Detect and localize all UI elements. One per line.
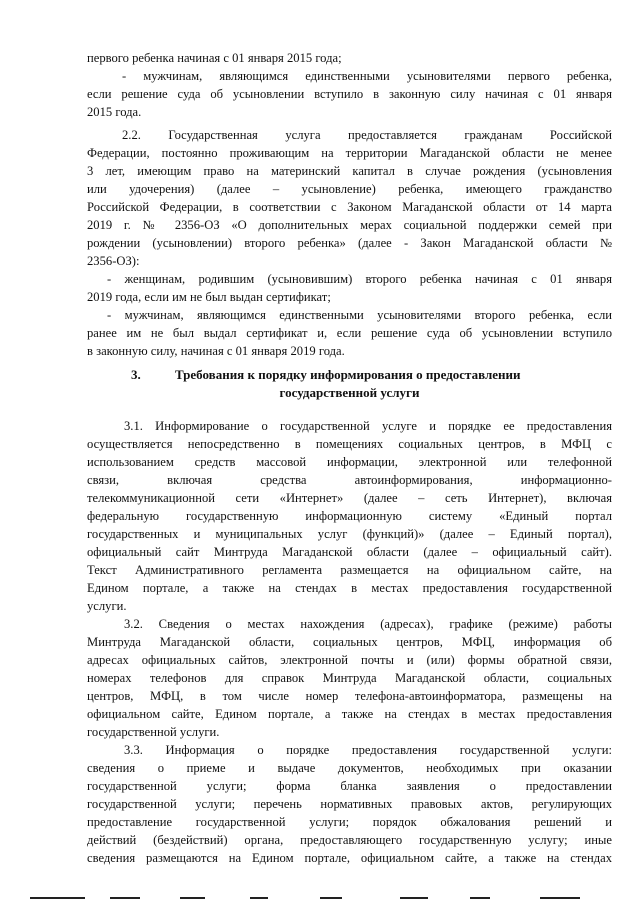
text-line: официальном сайте, Едином портале, а также на стендах в местах предоставления bbox=[87, 707, 612, 721]
text-line: 3 лет, имеющим право на материнский капитал в случае рождения (усыновления bbox=[87, 164, 612, 178]
text-line: или удочерения) (далее – усыновление) ребенка, имеющего гражданство bbox=[87, 182, 612, 196]
text-line: осуществляется непосредственно в помещениях социальных центров, в МФЦ с bbox=[87, 437, 612, 451]
text-line: если решение суда об усыновлении вступило в законную силу начиная с 01 января bbox=[87, 87, 612, 101]
text-line: государственной услуги; перечень нормативных правовых актов, регулирующих bbox=[87, 797, 612, 811]
text-line: использованием средств массовой информации, электронной или телефонной bbox=[87, 455, 612, 469]
section-title-continued: государственной услуги bbox=[279, 385, 420, 400]
text-line: Текст Административного регламента размещается на официальном сайте, на bbox=[87, 563, 612, 577]
text-line: 2019 года, если им не был выдан сертификат; bbox=[87, 290, 331, 304]
text-line: 3.2. Сведения о местах нахождения (адресах), графике (режиме) работы bbox=[124, 617, 612, 631]
text-line: государственной услуги. bbox=[87, 725, 220, 739]
text-line: рождении (усыновлении) второго ребенка» (далее - Закон Магаданской области № bbox=[87, 236, 612, 250]
scan-edge-marks bbox=[20, 893, 620, 899]
text-line: предоставление государственной услуги; порядок обжалования решений и bbox=[87, 815, 612, 829]
text-line: сведения о приеме и выдаче документов, необходимых при оказании bbox=[87, 761, 612, 775]
text-line: связи, включая средства автоинформирования, информационно- bbox=[87, 473, 612, 487]
text-line: телекоммуникационной сети «Интернет» (далее – сеть Интернет), включая bbox=[87, 491, 612, 505]
text-line: номерах телефонов для справок Минтруда Магаданской области, социальных bbox=[87, 671, 612, 685]
section-title: Требования к порядку информирования о предоставлении bbox=[175, 367, 521, 382]
text-line: 2356-ОЗ): bbox=[87, 254, 140, 268]
text-line: федеральную государственную информационную систему «Единый портал bbox=[87, 509, 612, 523]
text-line: ранее им не был выдал сертификат и, если решение суда об усыновлении вступило bbox=[87, 326, 612, 340]
text-line: - мужчинам, являющимся единственными усыновителями второго ребенка, если bbox=[107, 308, 612, 322]
text-line: - мужчинам, являющимся единственными усыновителями первого ребенка, bbox=[122, 69, 612, 83]
text-line: государственной услуги; форма бланка заявления о предоставлении bbox=[87, 779, 612, 793]
text-line: Едином портале, а также на стендах в местах предоставления государственной bbox=[87, 581, 612, 595]
text-line: в законную силу, начиная с 01 января 2019 года. bbox=[87, 344, 345, 358]
text-line: - женщинам, родившим (усыновившим) второго ребенка начиная с 01 января bbox=[107, 272, 612, 286]
text-line: центров, МФЦ, в том числе номер телефона-автоинформатора, размещены на bbox=[87, 689, 612, 703]
text-line: адресах официальных сайтов, электронной почты и (или) формы обратной связи, bbox=[87, 653, 612, 667]
text-line: 3.1. Информирование о государственной услуге и порядке ее предоставления bbox=[124, 419, 612, 433]
text-line: действий (бездействий) органа, предоставляющего государственную услугу; иные bbox=[87, 833, 612, 847]
text-line: 3.3. Информация о порядке предоставления государственной услуги: bbox=[124, 743, 612, 757]
text-line: 2015 года. bbox=[87, 105, 142, 119]
text-line: Российской Федерации, в соответствии с Законом Магаданской области от 14 марта bbox=[87, 200, 612, 214]
text-line: услуги. bbox=[87, 599, 127, 613]
text-line: Минтруда Магаданской области, социальных центров, МФЦ, информация об bbox=[87, 635, 612, 649]
text-line: официальный сайт Минтруда Магаданской области (далее – официальный сайт). bbox=[87, 545, 612, 559]
text-line: 2.2. Государственная услуга предоставляется гражданам Российской bbox=[122, 128, 612, 142]
section-number: 3. bbox=[131, 367, 141, 382]
text-line: 2019 г. № 2356-ОЗ «О дополнительных мерах социальной поддержки семей при bbox=[87, 218, 612, 232]
text-line: первого ребенка начиная с 01 января 2015 года; bbox=[87, 51, 342, 65]
text-line: Федерации, постоянно проживающим на территории Магаданской области не менее bbox=[87, 146, 612, 160]
text-line: сведения размещаются на Едином портале, официальном сайте, а также на стендах bbox=[87, 851, 612, 865]
text-line: государственных и муниципальных услуг (функций)» (далее – Единый портал), bbox=[87, 527, 612, 541]
